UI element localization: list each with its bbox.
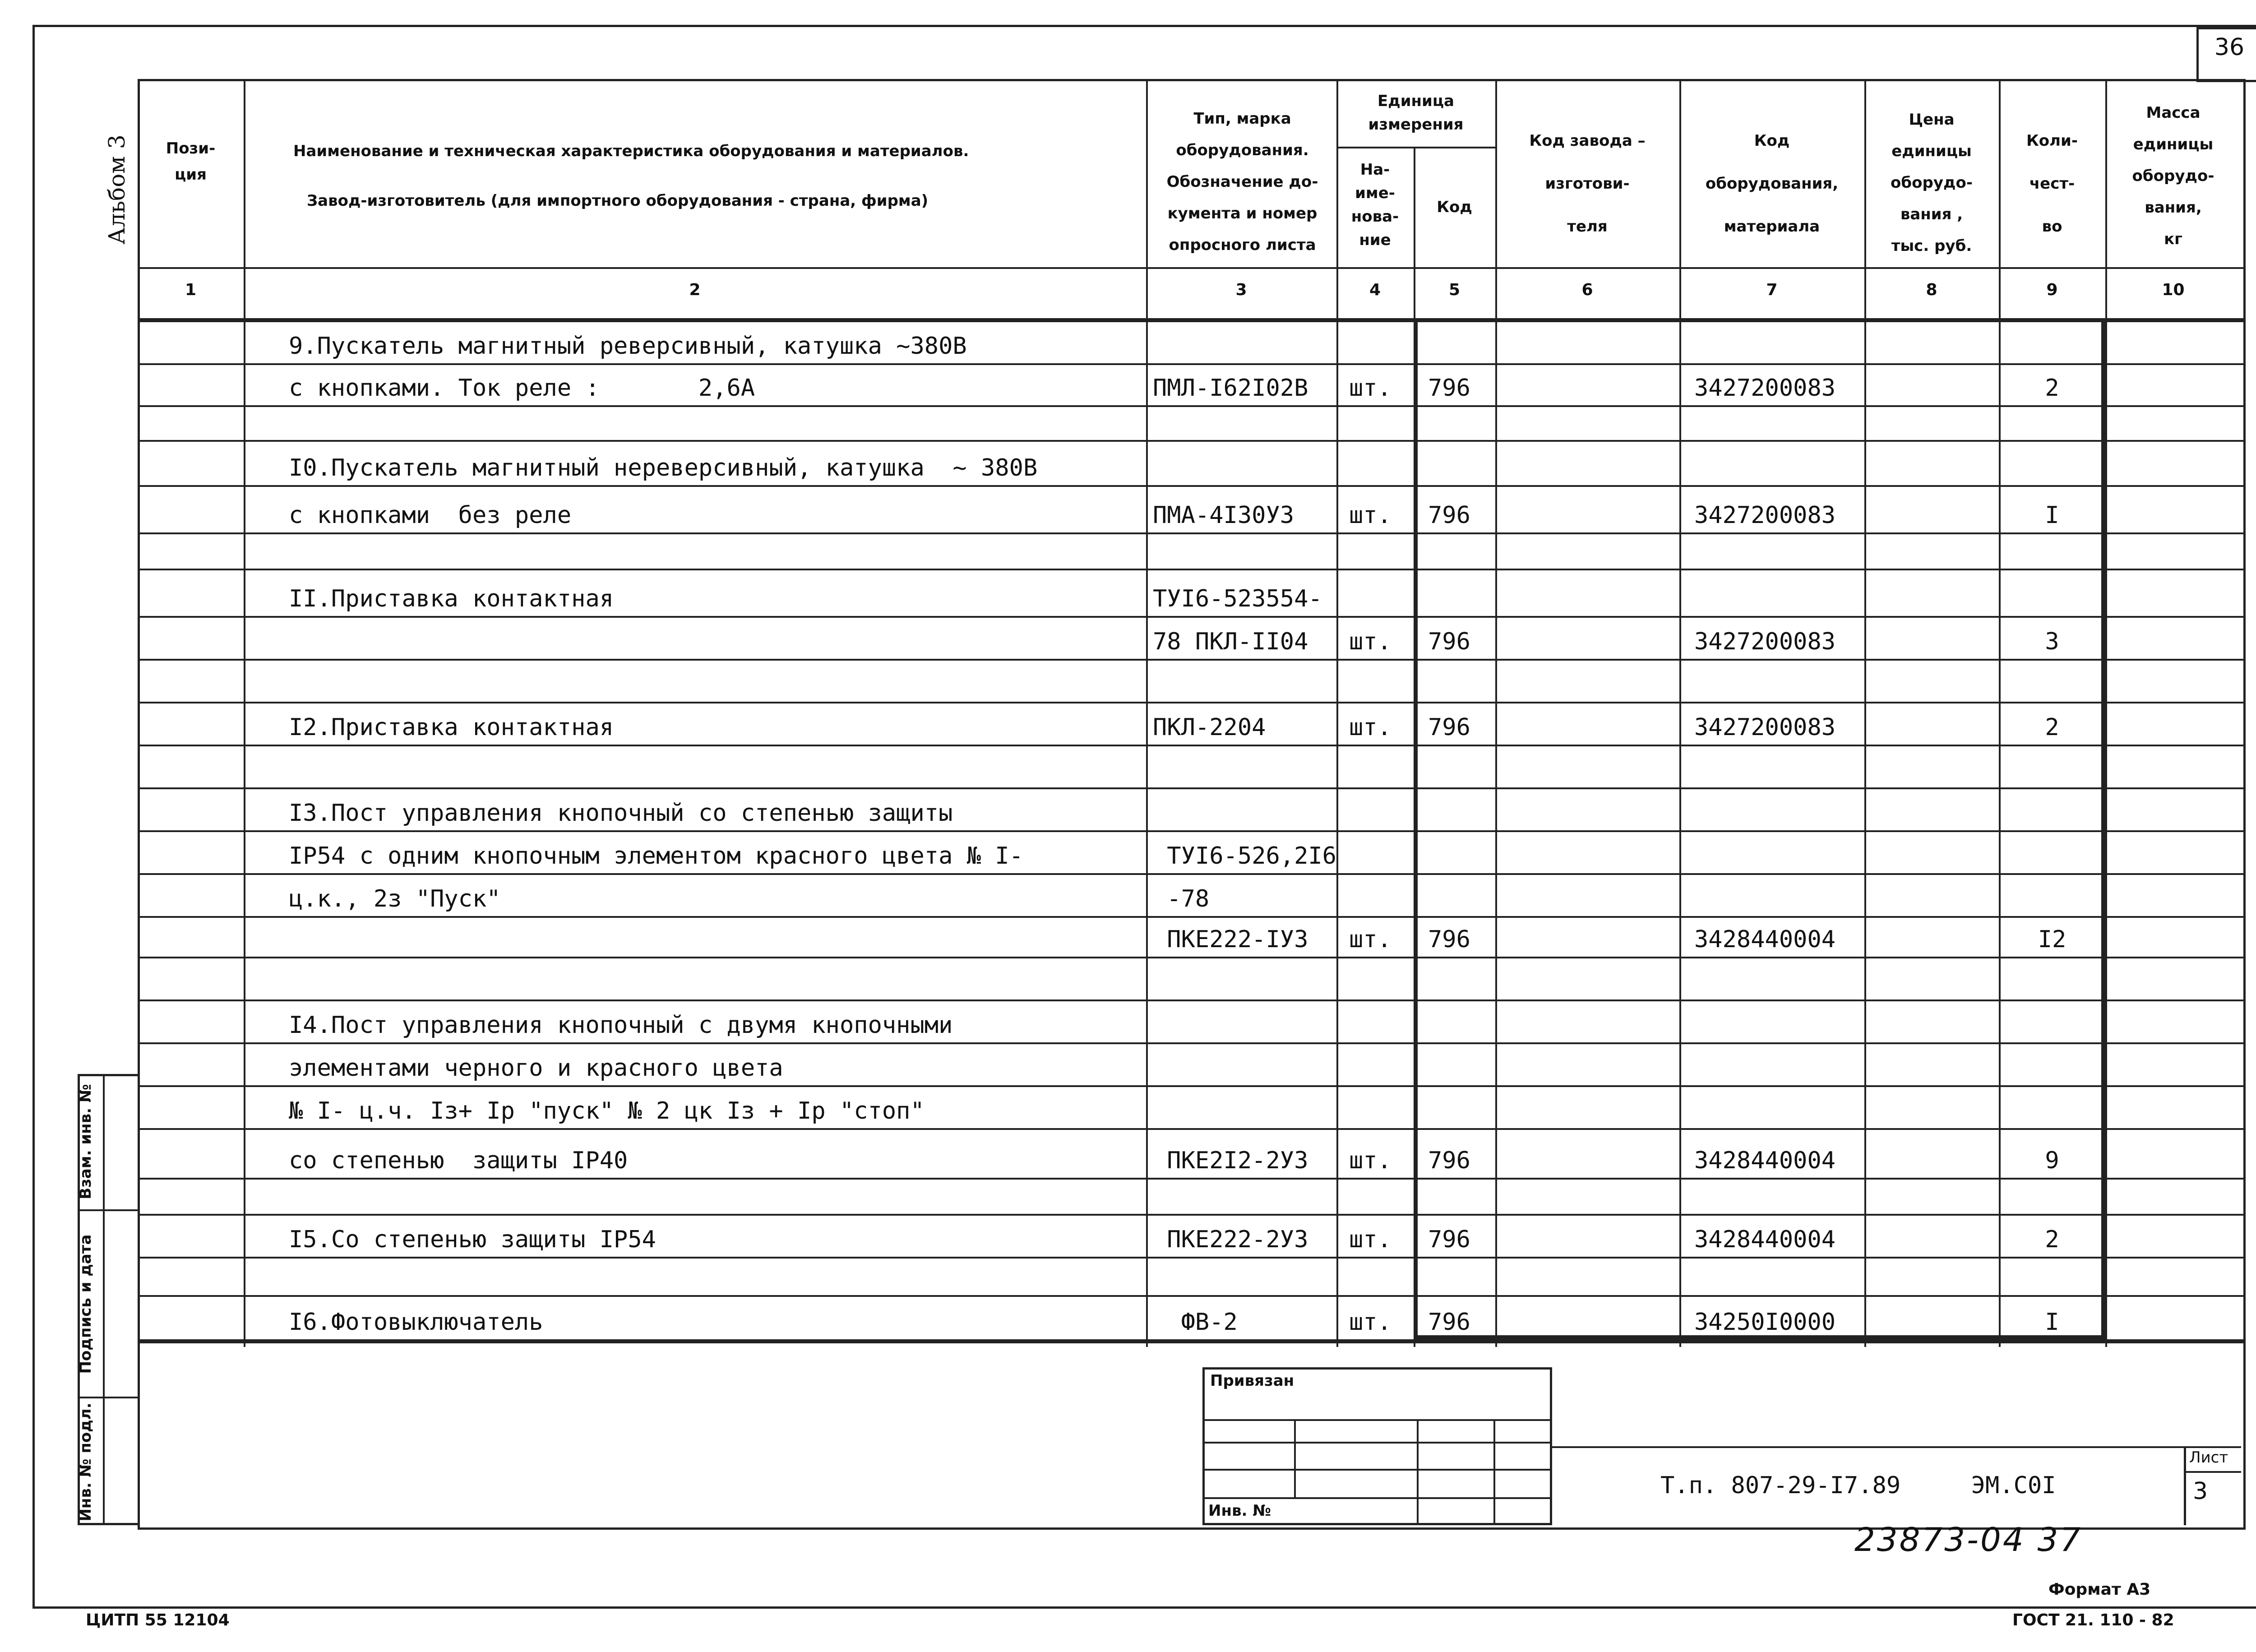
side-stamp-podpis: Подпись и дата (77, 1234, 95, 1374)
cell-mat: 34250I0000 (1694, 1309, 1836, 1336)
hdr-col9-l1: Коли- (2026, 132, 2078, 150)
hdr-col4-l4: ние (1359, 231, 1391, 249)
cell-unit: шт. (1349, 714, 1392, 741)
hdr-col3-l5: опросного листа (1169, 236, 1316, 254)
cell-qty: 2 (2045, 375, 2059, 402)
table-row (0, 485, 2256, 532)
table-row (0, 702, 2256, 745)
side-stamp-inv-podl: Инв. № подл. (77, 1402, 95, 1522)
cell-type: 78 ПКЛ-II04 (1153, 628, 1308, 655)
table-row (0, 1128, 2256, 1178)
side-stamp-line-1 (78, 1209, 140, 1211)
privyazan-label: Привязан (1210, 1372, 1294, 1390)
cell-name: I4.Пост управления кнопочный с двумя кнопочными (289, 1012, 953, 1039)
privyazan-line-2 (1202, 1442, 1552, 1444)
hdr-col1 (138, 135, 244, 188)
hdr-col3-l2: оборудования. (1176, 141, 1309, 159)
colnum-1: 1 (185, 281, 197, 299)
table-row (0, 787, 2256, 830)
footer-gost: ГОСТ 21. 110 - 82 (2012, 1611, 2174, 1629)
cell-unit: шт. (1349, 502, 1392, 529)
hdr-units-l1: Единица (1378, 92, 1454, 110)
table-row (0, 830, 2256, 873)
footer-format: Формат А3 (2048, 1580, 2151, 1599)
cell-type: ПКЕ222-IУ3 (1153, 926, 1308, 953)
cell-type: ПКЛ-2204 (1153, 714, 1266, 741)
cell-code: 796 (1428, 628, 1470, 655)
header-bottom-line (138, 267, 2243, 269)
cell-name: с кнопками без реле (289, 502, 572, 529)
hdr-col4-l1: На- (1360, 161, 1390, 179)
cell-type: ТУI6-526,2I6 (1153, 842, 1336, 870)
table-row (0, 318, 2256, 363)
cell-unit: шт. (1349, 1309, 1392, 1336)
table-row (0, 873, 2256, 916)
colnum-7: 7 (1766, 281, 1778, 299)
hdr-col2 (253, 126, 1128, 226)
cell-qty: I2 (2038, 926, 2066, 953)
privyazan-col-2 (1417, 1419, 1419, 1525)
cell-name: II.Приставка контактная (289, 585, 614, 612)
hdr-col7-l1: Код (1754, 132, 1790, 150)
hdr-col8-l2: единицы (1891, 142, 1972, 160)
cell-name: со степенью защиты IР40 (289, 1147, 628, 1174)
cell-qty: 2 (2045, 714, 2059, 741)
hdr-col2-l2: Завод-изготовитель (для импортного оборудования - страна, фирма) (307, 192, 929, 210)
hdr-col10-l1: Масса (2146, 104, 2201, 122)
hdr-col3-l4: кумента и номер (1167, 204, 1318, 222)
privyazan-col-3 (1493, 1419, 1495, 1525)
hdr-col8-l4: вания , (1900, 205, 1963, 223)
cell-type: ПМА-4I30У3 (1153, 502, 1294, 529)
colnum-3: 3 (1235, 281, 1247, 299)
table-row (0, 916, 2256, 957)
cell-unit: шт. (1349, 1226, 1392, 1253)
cell-mat: 3428440004 (1694, 926, 1836, 953)
hdr-col7 (1679, 120, 1864, 248)
hdr-col10-l3: оборудо- (2132, 167, 2214, 185)
hdr-col7-l2: оборудования, (1705, 175, 1839, 193)
cell-code: 796 (1428, 926, 1470, 953)
hdr-col4-l3: нова- (1351, 208, 1399, 226)
table-row (0, 957, 2256, 1000)
cell-name: IР54 с одним кнопочным элементом красного цвета № I- (289, 842, 1023, 870)
cell-code: 796 (1428, 1309, 1470, 1336)
hdr-col4 (1336, 158, 1414, 252)
hdr-col6-l1: Код завода – (1529, 132, 1646, 150)
hdr-col1-l1: Пози- (166, 139, 216, 157)
hdr-col5: Код (1437, 198, 1472, 216)
table-row (0, 745, 2256, 787)
hdr-col1-l2: ция (175, 166, 207, 184)
cell-qty: 9 (2045, 1147, 2059, 1174)
table-row (0, 659, 2256, 702)
cell-name: I0.Пускатель магнитный нереверсивный, катушка ~ 380В (289, 454, 1038, 481)
hdr-col3-l3: Обозначение до- (1166, 173, 1318, 191)
hdr-col10 (2105, 97, 2241, 255)
hdr-col8-l1: Цена (1909, 111, 1955, 129)
cell-unit: шт. (1349, 1147, 1392, 1174)
cell-qty: I (2045, 502, 2059, 529)
hdr-col8-l3: оборудо- (1891, 174, 1973, 192)
cell-qty: 3 (2045, 628, 2059, 655)
colnum-2: 2 (689, 281, 701, 299)
cell-type: -78 (1153, 885, 1210, 912)
hdr-col8-l5: тыс. руб. (1891, 237, 1972, 255)
table-row (0, 532, 2256, 569)
privyazan-line-1 (1202, 1419, 1552, 1421)
cell-name: I2.Приставка контактная (289, 714, 614, 741)
hdr-units-group (1336, 89, 1495, 136)
hdr-col2-l1: Наименование и техническая характеристика оборудования и материалов. (293, 142, 969, 160)
cell-mat: 3428440004 (1694, 1147, 1836, 1174)
units-group-line (1336, 147, 1495, 148)
hdr-col3 (1148, 103, 1336, 261)
cell-code: 796 (1428, 1226, 1470, 1253)
hdr-col9-l2: чест- (2029, 175, 2075, 193)
colnum-5: 5 (1448, 281, 1461, 299)
hdr-units-l2: измерения (1368, 116, 1464, 134)
cell-name: ц.к., 2з "Пуск" (289, 885, 501, 912)
cell-qty: 2 (2045, 1226, 2059, 1253)
cell-code: 796 (1428, 502, 1470, 529)
cell-type: ПМЛ-I62I02В (1153, 375, 1308, 402)
cell-name: I5.Со степенью защиты IР54 (289, 1226, 656, 1253)
cell-type: ПКЕ2I2-2У3 (1153, 1147, 1308, 1174)
cell-name: I6.Фотовыключатель (289, 1309, 543, 1336)
hdr-col9 (1999, 120, 2105, 248)
data-region-bottom (138, 1339, 2243, 1343)
cell-mat: 3427200083 (1694, 714, 1836, 741)
privyazan-line-4 (1202, 1497, 1552, 1499)
title-top-line (1552, 1446, 2241, 1448)
table-row (0, 1178, 2256, 1214)
table-row (0, 569, 2256, 616)
footer-left: ЦИТП 55 12104 (86, 1611, 230, 1629)
hdr-col3-l1: Тип, марка (1193, 110, 1291, 128)
colnum-6: 6 (1581, 281, 1593, 299)
cell-unit: шт. (1349, 926, 1392, 953)
cell-mat: 3427200083 (1694, 375, 1836, 402)
hdr-col6-l2: изготови- (1545, 175, 1630, 193)
colnum-9: 9 (2046, 281, 2058, 299)
cell-qty: I (2045, 1309, 2059, 1336)
corner-sheet-number: 36 (2214, 34, 2245, 61)
list-label: Лист (2189, 1448, 2228, 1467)
cell-code: 796 (1428, 714, 1470, 741)
table-row (0, 1000, 2256, 1042)
inv-no-label: Инв. № (1208, 1502, 1271, 1520)
list-number: 3 (2193, 1478, 2208, 1505)
album-label: Альбом 3 (104, 134, 130, 245)
hdr-col7-l3: материала (1724, 217, 1820, 236)
hdr-col10-l4: вания, (2145, 199, 2202, 217)
table-row (0, 1042, 2256, 1085)
table-row (0, 405, 2256, 440)
cell-code: 796 (1428, 375, 1470, 402)
cell-type: ПКЕ222-2У3 (1153, 1226, 1308, 1253)
hdr-col10-l2: единицы (2133, 135, 2214, 153)
colnum-8: 8 (1926, 281, 1937, 299)
table-row (0, 616, 2256, 659)
cell-unit: шт. (1349, 375, 1392, 402)
cell-code: 796 (1428, 1147, 1470, 1174)
table-row (0, 1085, 2256, 1128)
cell-mat: 3427200083 (1694, 502, 1836, 529)
doc-code: Т.п. 807-29-I7.89 ЭМ.С0I (1660, 1472, 2056, 1499)
cell-name: 9.Пускатель магнитный реверсивный, катушка ~380В (289, 333, 967, 360)
colnum-10: 10 (2162, 281, 2185, 299)
handwritten-number: 23873-04 37 (1854, 1521, 2083, 1559)
hdr-col9-l3: во (2042, 217, 2062, 236)
table-row (0, 440, 2256, 485)
hdr-col6 (1495, 120, 1679, 248)
table-row (0, 1295, 2256, 1339)
table-row (0, 363, 2256, 405)
hdr-col6-l3: теля (1567, 217, 1608, 236)
list-box-divider (2184, 1471, 2241, 1473)
colnum-4: 4 (1369, 281, 1381, 299)
hdr-col10-l5: кг (2164, 230, 2182, 248)
hdr-col4-l2: име- (1355, 184, 1395, 202)
table-row (0, 1214, 2256, 1257)
cell-unit: шт. (1349, 628, 1392, 655)
cell-name: элементами черного и красного цвета (289, 1055, 783, 1082)
cell-mat: 3428440004 (1694, 1226, 1836, 1253)
cell-type: ФВ-2 (1153, 1309, 1238, 1336)
side-stamp-vzam: Взам. инв. № (77, 1084, 95, 1199)
cell-mat: 3427200083 (1694, 628, 1836, 655)
cell-name: с кнопками. Ток реле : 2,6А (289, 375, 755, 402)
cell-name: № I- ц.ч. Iз+ Iр "пуск" № 2 цк Iз + Iр "стоп" (289, 1097, 925, 1124)
table-row (0, 1257, 2256, 1295)
cell-name: I3.Пост управления кнопочный со степенью защиты (289, 800, 953, 827)
hdr-col8 (1864, 104, 1999, 262)
privyazan-col-1 (1294, 1419, 1296, 1497)
cell-type: ТУI6-523554- (1153, 585, 1322, 612)
privyazan-line-3 (1202, 1469, 1552, 1471)
